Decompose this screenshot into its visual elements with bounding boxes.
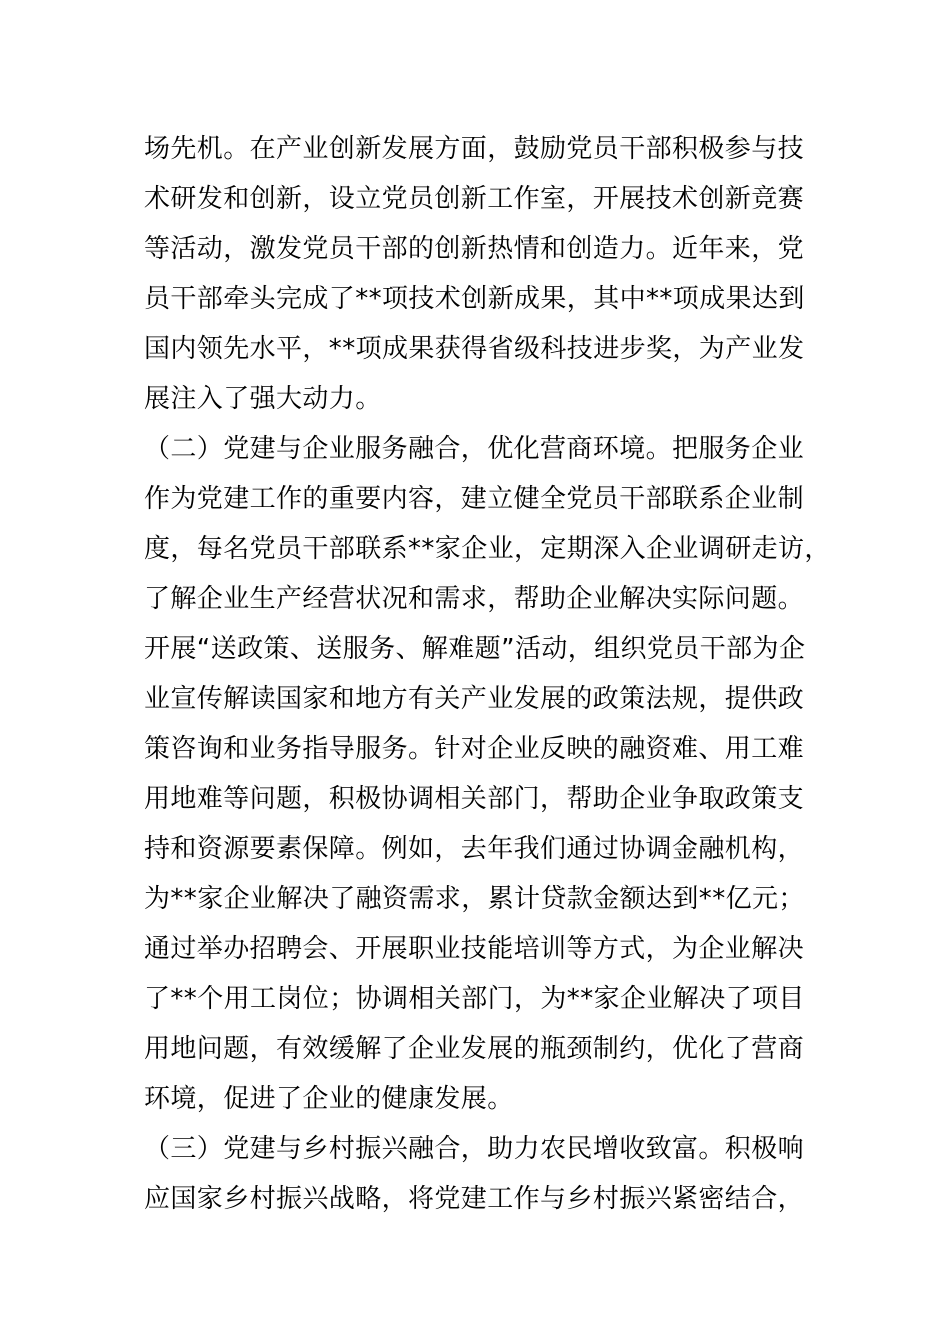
- text-line: 了**个用工岗位；协调相关部门，为**家企业解决了项目: [144, 984, 805, 1014]
- text-line: 应国家乡村振兴战略，将党建工作与乡村振兴紧密结合，: [144, 1184, 805, 1214]
- section-heading-line: （三）党建与乡村振兴融合，助力农民增收致富。积极响: [144, 1134, 805, 1164]
- text-line: 环境，促进了企业的健康发展。: [144, 1084, 514, 1114]
- text-line: 持和资源要素保障。例如，去年我们通过协调金融机构，: [144, 834, 805, 864]
- text-line: 通过举办招聘会、开展职业技能培训等方式，为企业解决: [144, 934, 805, 964]
- text-line: 策咨询和业务指导服务。针对企业反映的融资难、用工难: [144, 734, 805, 764]
- text-line: 用地难等问题，积极协调相关部门，帮助企业争取政策支: [144, 784, 805, 814]
- text-line: 开展“送政策、送服务、解难题”活动，组织党员干部为企: [144, 634, 806, 664]
- text-line: 等活动，激发党员干部的创新热情和创造力。近年来，党: [144, 234, 805, 264]
- text-line: 作为党建工作的重要内容，建立健全党员干部联系企业制: [144, 484, 805, 514]
- text-line: 为**家企业解决了融资需求，累计贷款金额达到**亿元；: [144, 884, 805, 914]
- text-line: 用地问题，有效缓解了企业发展的瓶颈制约，优化了营商: [144, 1034, 805, 1064]
- text-line: 场先机。在产业创新发展方面，鼓励党员干部积极参与技: [144, 134, 805, 164]
- text-line: 展注入了强大动力。: [144, 384, 382, 414]
- text-line: 度，每名党员干部联系**家企业，定期深入企业调研走访，: [144, 534, 831, 564]
- text-line: 业宣传解读国家和地方有关产业发展的政策法规，提供政: [144, 684, 805, 714]
- text-line: 了解企业生产经营状况和需求，帮助企业解决实际问题。: [144, 584, 805, 614]
- text-line: 员干部牵头完成了**项技术创新成果，其中**项成果达到: [144, 284, 805, 314]
- text-line: 术研发和创新，设立党员创新工作室，开展技术创新竞赛: [144, 184, 805, 214]
- text-line: 国内领先水平，**项成果获得省级科技进步奖，为产业发: [144, 334, 805, 364]
- section-heading-line: （二）党建与企业服务融合，优化营商环境。把服务企业: [144, 434, 805, 464]
